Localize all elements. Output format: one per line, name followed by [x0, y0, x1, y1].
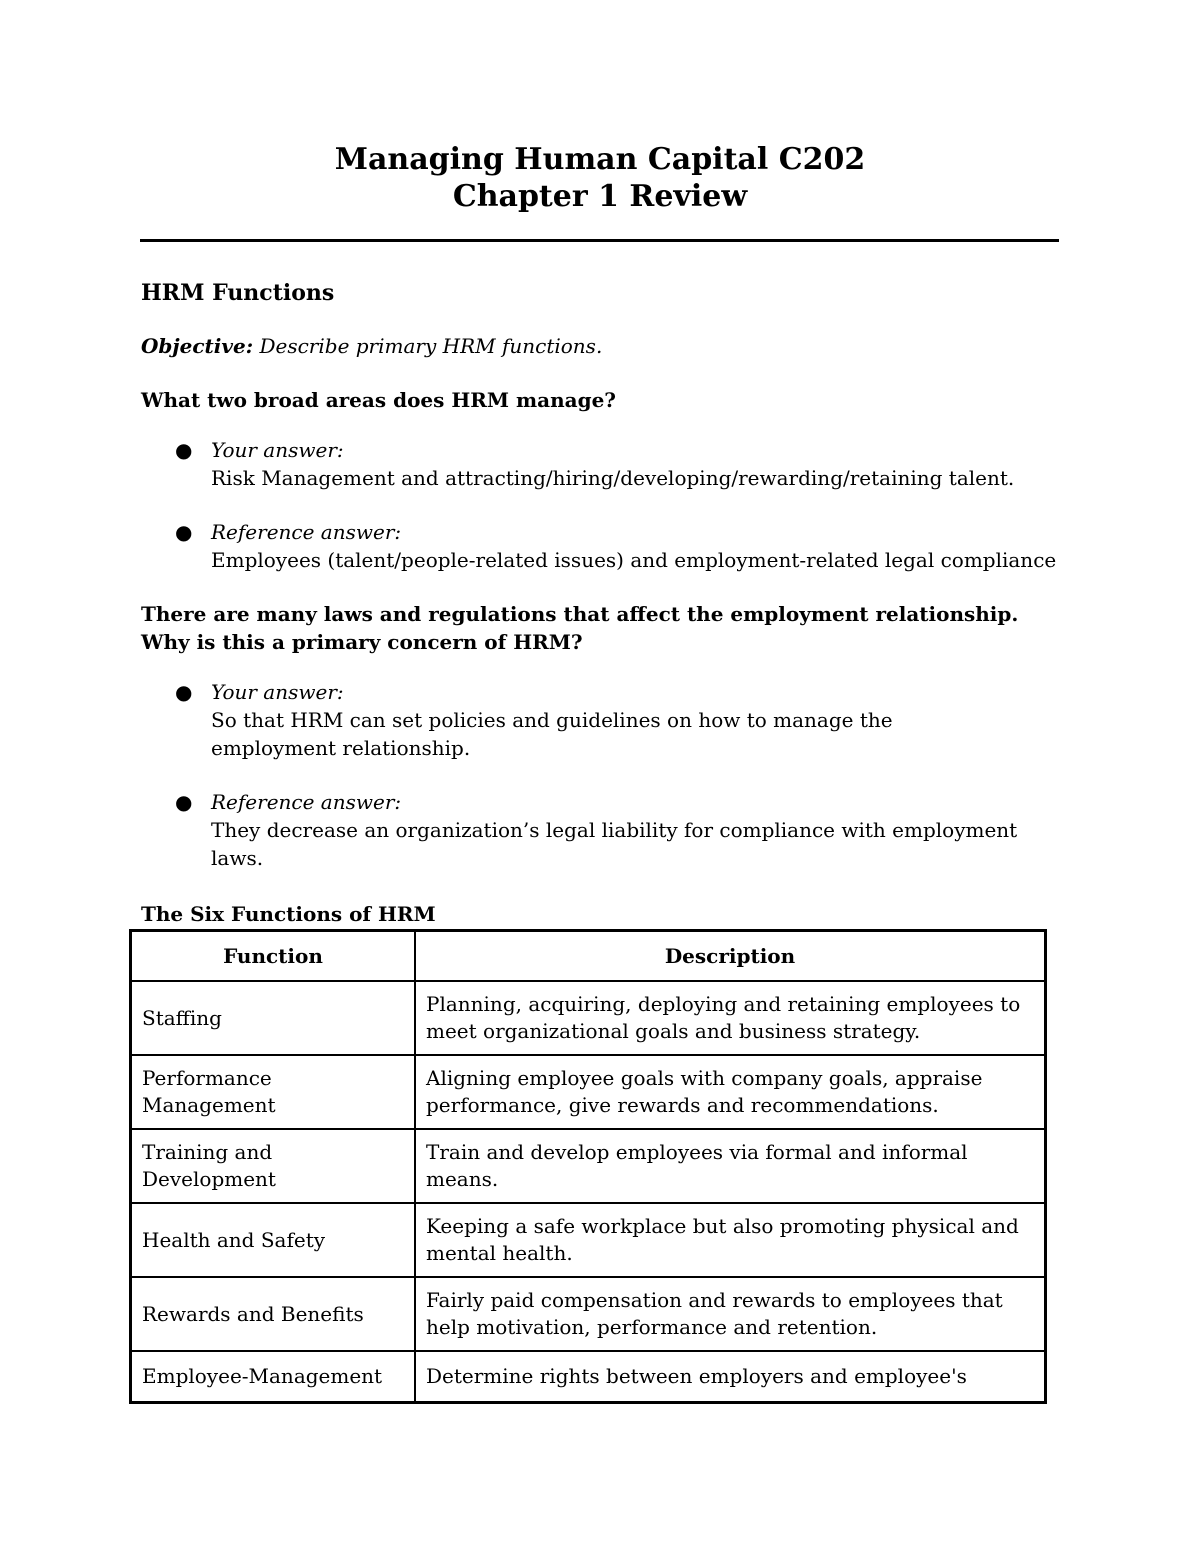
- reference-answer-text: Employees (talent/people-related issues) and employment-related legal compliance: [211, 548, 1057, 572]
- bullet-icon: ●: [175, 438, 193, 462]
- table-header-row: [131, 931, 1046, 982]
- objective-text: Describe primary HRM functions.: [253, 334, 603, 358]
- column-header-description: Description: [415, 931, 1046, 982]
- table-row: [131, 1277, 1046, 1351]
- section-heading: HRM Functions: [141, 280, 335, 306]
- your-answer-text: So that HRM can set policies and guidelines on how to manage the employment relationship.: [211, 708, 893, 760]
- reference-answer-label: Reference answer:: [211, 790, 402, 814]
- your-answer-2: [141, 678, 1071, 762]
- table-row: [131, 1055, 1046, 1129]
- description-cell: Keeping a safe workplace but also promoting physical and mental health.: [415, 1203, 1046, 1277]
- table-row: [131, 1351, 1046, 1403]
- document-title: [0, 141, 1200, 215]
- column-header-function: Function: [131, 931, 416, 982]
- title-line-course: Managing Human Capital C202: [334, 142, 866, 177]
- answer-list-2: [141, 678, 1071, 872]
- table-row: [131, 1129, 1046, 1203]
- objective: [141, 332, 1071, 360]
- your-answer-label: Your answer:: [211, 438, 344, 462]
- question-1: What two broad areas does HRM manage?: [141, 388, 617, 412]
- your-answer-1: [141, 436, 1071, 492]
- reference-answer-2: [141, 788, 1071, 872]
- description-cell: Fairly paid compensation and rewards to employees that help motivation, performance and retention.: [415, 1277, 1046, 1351]
- table-row: [131, 981, 1046, 1055]
- description-cell: Train and develop employees via formal and informal means.: [415, 1129, 1046, 1203]
- reference-answer-label: Reference answer:: [211, 520, 402, 544]
- description-cell: Planning, acquiring, deploying and retaining employees to meet organizational goals and business strategy.: [415, 981, 1046, 1055]
- horizontal-divider: [140, 239, 1059, 242]
- description-cell: Aligning employee goals with company goals, appraise performance, give rewards and recommendations.: [415, 1055, 1046, 1129]
- description-cell: Determine rights between employers and employee's: [415, 1351, 1046, 1403]
- bullet-icon: ●: [175, 790, 193, 814]
- table-heading: The Six Functions of HRM: [141, 902, 436, 926]
- question-2: There are many laws and regulations that affect the employment relationship. Why is this a primary concern of HRM?: [141, 602, 1019, 654]
- reference-answer-1: [141, 518, 1071, 574]
- function-cell: Training and Development: [131, 1129, 416, 1203]
- your-answer-label: Your answer:: [211, 680, 344, 704]
- table-row: [131, 1203, 1046, 1277]
- answer-list-1: [141, 436, 1071, 574]
- hrm-functions-table: [129, 929, 1047, 1404]
- function-cell: Employee-Management: [131, 1351, 416, 1403]
- function-cell: Staffing: [131, 981, 416, 1055]
- function-cell: Performance Management: [131, 1055, 416, 1129]
- bullet-icon: ●: [175, 680, 193, 704]
- document-body: [141, 278, 1071, 928]
- reference-answer-text: They decrease an organization’s legal liability for compliance with employment laws.: [211, 818, 1018, 870]
- function-cell: Health and Safety: [131, 1203, 416, 1277]
- your-answer-text: Risk Management and attracting/hiring/developing/rewarding/retaining talent.: [211, 466, 1015, 490]
- objective-label: Objective:: [141, 334, 254, 358]
- title-line-chapter: Chapter 1 Review: [452, 179, 748, 214]
- function-cell: Rewards and Benefits: [131, 1277, 416, 1351]
- bullet-icon: ●: [175, 520, 193, 544]
